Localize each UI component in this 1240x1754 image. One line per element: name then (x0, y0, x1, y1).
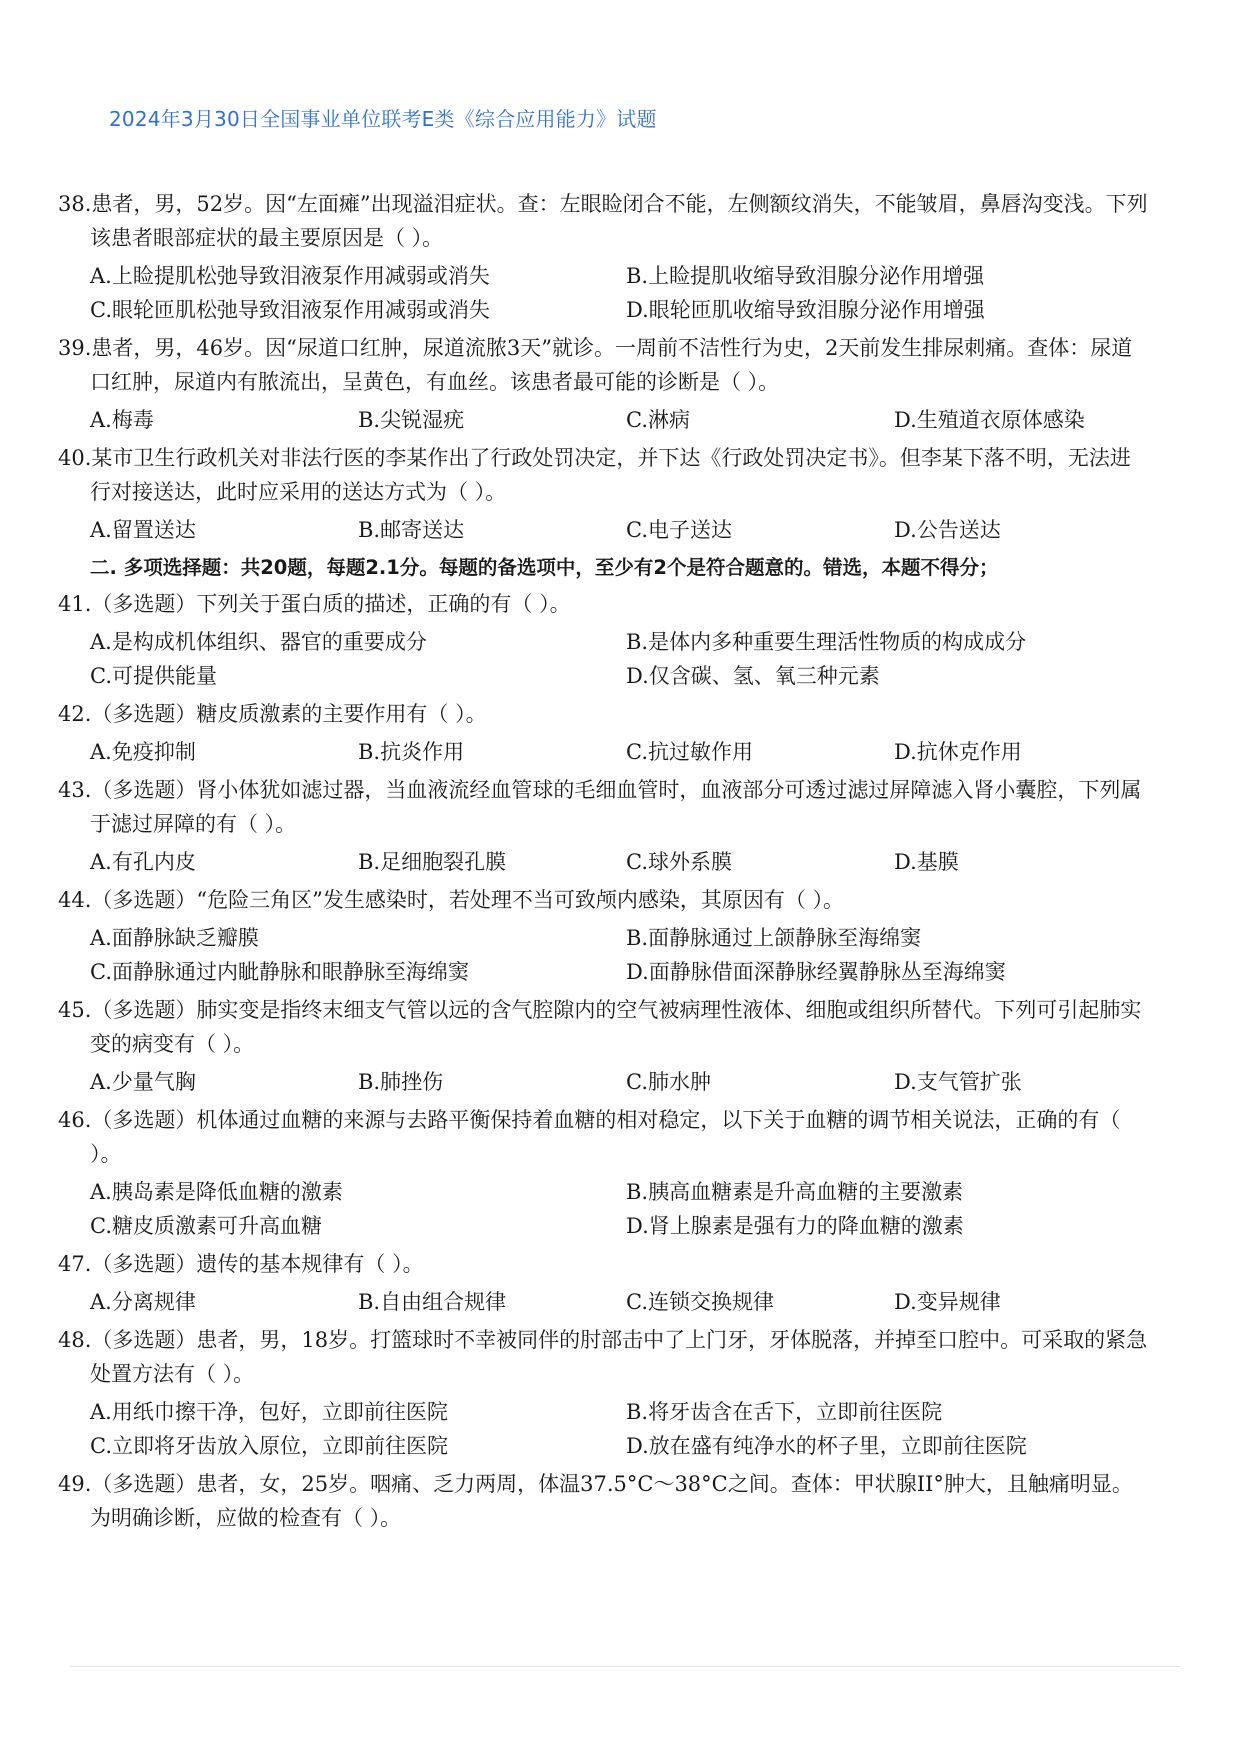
question-47-options (58, 1285, 1148, 1319)
option-c: C.连锁交换规律 (626, 1290, 774, 1314)
option-b: B.将牙齿含在舌下，立即前往医院 (626, 1400, 943, 1424)
option-c: C.可提供能量 (90, 664, 217, 688)
option-a: A.留置送达 (90, 518, 196, 542)
question-43-options (58, 845, 1148, 879)
option-c: C.面静脉通过内眦静脉和眼静脉至海绵窦 (90, 960, 469, 984)
document-header-title: 2024年3月30日全国事业单位联考E类《综合应用能力》试题 (109, 107, 657, 131)
option-b: B.抗炎作用 (358, 740, 465, 764)
question-40-options (58, 513, 1148, 547)
section-heading-multiple-choice: 二. 多项选择题：共20题，每题2.1分。每题的备选项中，至少有2个是符合题意的。错选，本题不得分； (90, 556, 999, 579)
option-b: B.自由组合规律 (358, 1290, 507, 1314)
question-42: 42.（多选题）糖皮质激素的主要作用有（ ）。 (58, 702, 487, 726)
option-d: D.肾上腺素是强有力的降血糖的激素 (626, 1214, 964, 1238)
question-38-options (58, 259, 1148, 327)
option-a: A.是构成机体组织、器官的重要成分 (90, 630, 427, 654)
question-39: 39.患者，男，46岁。因“尿道口红肿，尿道流脓3天”就诊。一周前不洁性行为史，2天前发生排尿刺痛。查体：尿道口红肿，尿道内有脓流出，呈黄色，有血丝。该患者最可能的诊断是（ ）。 (58, 336, 1133, 394)
option-c: C.电子送达 (626, 518, 732, 542)
option-a: A.胰岛素是降低血糖的激素 (90, 1180, 343, 1204)
option-b: B.足细胞裂孔膜 (358, 850, 507, 874)
question-47: 47.（多选题）遗传的基本规律有（ ）。 (58, 1252, 424, 1276)
question-44: 44.（多选题）“危险三角区”发生感染时，若处理不当可致颅内感染，其原因有（ ）。 (58, 888, 845, 912)
option-d: D.抗休克作用 (894, 740, 1022, 764)
option-a: A.上睑提肌松弛导致泪液泵作用减弱或消失 (90, 264, 490, 288)
question-46-options (58, 1175, 1148, 1243)
question-46: 46.（多选题）机体通过血糖的来源与去路平衡保持着血糖的相对稳定，以下关于血糖的调节相关说法，正确的有（ ）。 (58, 1108, 1121, 1166)
question-42-options (58, 735, 1148, 769)
option-a: A.免疫抑制 (90, 740, 196, 764)
option-d: D.公告送达 (894, 518, 1001, 542)
option-d: D.放在盛有纯净水的杯子里，立即前往医院 (626, 1434, 1027, 1458)
question-41-options (58, 625, 1148, 693)
option-d: D.生殖道衣原体感染 (894, 408, 1085, 432)
option-d: D.基膜 (894, 850, 959, 874)
question-45-options (58, 1065, 1148, 1099)
question-48-options (58, 1395, 1148, 1463)
footer-divider (70, 1666, 1180, 1667)
option-a: A.有孔内皮 (90, 850, 196, 874)
option-c: C.糖皮质激素可升高血糖 (90, 1214, 322, 1238)
option-d: D.支气管扩张 (894, 1070, 1022, 1094)
question-48: 48.（多选题）患者，男，18岁。打篮球时不幸被同伴的肘部击中了上门牙，牙体脱落，并掉至口腔中。可采取的紧急处置方法有（ ）。 (58, 1328, 1148, 1386)
option-d: D.变异规律 (894, 1290, 1001, 1314)
question-49: 49.（多选题）患者，女，25岁。咽痛、乏力两周，体温37.5°C～38°C之间。查体：甲状腺II°肿大，且触痛明显。为明确诊断，应做的检查有（ ）。 (58, 1472, 1133, 1530)
option-c: C.肺水肿 (626, 1070, 711, 1094)
option-b: B.是体内多种重要生理活性物质的构成成分 (626, 630, 1027, 654)
option-c: C.立即将牙齿放入原位，立即前往医院 (90, 1434, 448, 1458)
option-b: B.上睑提肌收缩导致泪腺分泌作用增强 (626, 264, 985, 288)
question-38: 38.患者，男，52岁。因“左面瘫”出现溢泪症状。查：左眼睑闭合不能，左侧额纹消失，不能皱眉，鼻唇沟变浅。下列该患者眼部症状的最主要原因是（ ）。 (58, 192, 1148, 250)
option-b: B.邮寄送达 (358, 518, 465, 542)
question-40: 40.某市卫生行政机关对非法行医的李某作出了行政处罚决定，并下达《行政处罚决定书》。但李某下落不明，无法进行对接送达，此时应采用的送达方式为（ ）。 (58, 446, 1131, 504)
option-b: B.肺挫伤 (358, 1070, 444, 1094)
option-c: C.抗过敏作用 (626, 740, 753, 764)
option-a: A.分离规律 (90, 1290, 196, 1314)
option-d: D.眼轮匝肌收缩导致泪腺分泌作用增强 (626, 298, 985, 322)
question-45: 45.（多选题）肺实变是指终末细支气管以远的含气腔隙内的空气被病理性液体、细胞或组织所替代。下列可引起肺实变的病变有（ ）。 (58, 998, 1142, 1056)
option-a: A.少量气胸 (90, 1070, 196, 1094)
option-a: A.用纸巾擦干净，包好，立即前往医院 (90, 1400, 448, 1424)
option-d: D.面静脉借面深静脉经翼静脉丛至海绵窦 (626, 960, 1006, 984)
option-b: B.面静脉通过上颌静脉至海绵窦 (626, 926, 922, 950)
exam-content (58, 187, 1148, 1535)
option-b: B.尖锐湿疣 (358, 408, 465, 432)
question-39-options (58, 403, 1148, 437)
option-d: D.仅含碳、氢、氧三种元素 (626, 664, 880, 688)
question-43: 43.（多选题）肾小体犹如滤过器，当血液流经血管球的毛细血管时，血液部分可透过滤过屏障滤入肾小囊腔，下列属于滤过屏障的有（ ）。 (58, 778, 1142, 836)
option-a: A.面静脉缺乏瓣膜 (90, 926, 259, 950)
question-41: 41.（多选题）下列关于蛋白质的描述，正确的有（ ）。 (58, 592, 571, 616)
option-b: B.胰高血糖素是升高血糖的主要激素 (626, 1180, 964, 1204)
option-c: C.眼轮匝肌松弛导致泪液泵作用减弱或消失 (90, 298, 490, 322)
option-a: A.梅毒 (90, 408, 154, 432)
option-c: C.淋病 (626, 408, 690, 432)
question-44-options (58, 921, 1148, 989)
option-c: C.球外系膜 (626, 850, 732, 874)
